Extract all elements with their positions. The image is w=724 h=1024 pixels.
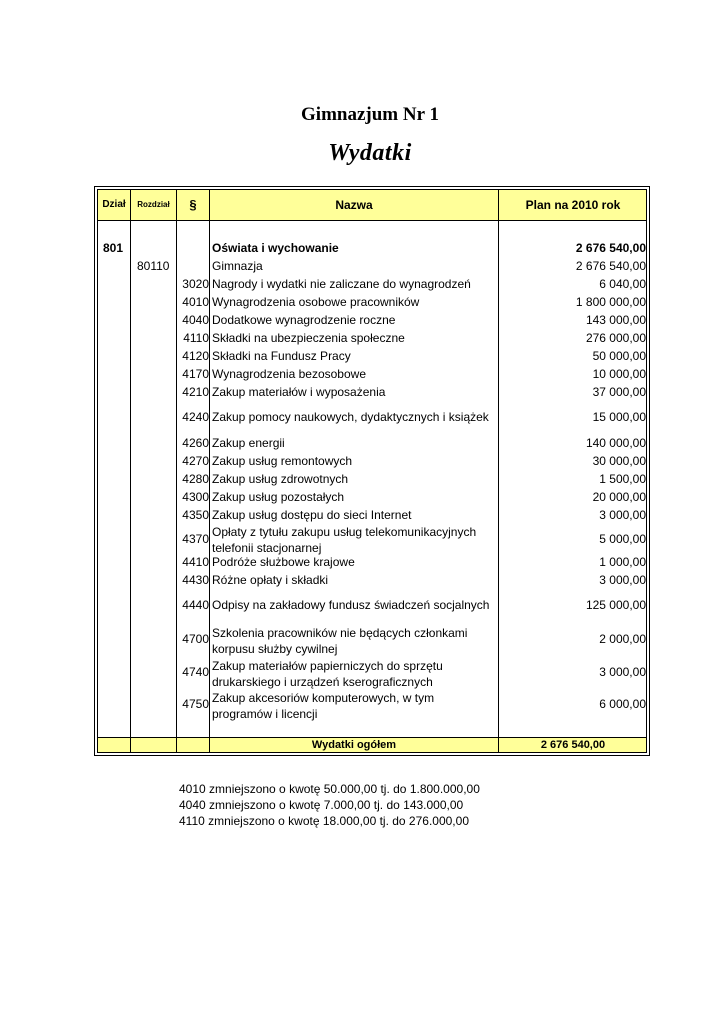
row-name: Składki na Fundusz Pracy	[212, 349, 351, 363]
row-code: 4110	[183, 331, 209, 345]
row-amount: 37 000,00	[592, 385, 646, 399]
row-name: Nagrody i wydatki nie zaliczane do wynagrodzeń	[212, 277, 471, 291]
row-code: 3020	[182, 277, 209, 291]
row-code: 4040	[182, 313, 209, 327]
row-code: 4370	[182, 532, 209, 546]
row-code: 4170	[182, 367, 209, 381]
page-title: Gimnazjum Nr 1	[301, 104, 439, 125]
total-amount: 2 676 540,00	[540, 739, 606, 751]
row-code: 4350	[182, 508, 209, 522]
row-name: Wynagrodzenia bezosobowe	[212, 367, 366, 381]
rozdzial-amount: 2 676 540,00	[575, 259, 646, 273]
row-code: 4750	[182, 697, 209, 711]
row-code: 4210	[182, 385, 209, 399]
note-line: 4110 zmniejszono o kwotę 18.000,00 tj. do 276.000,00	[179, 814, 469, 828]
row-amount: 15 000,00	[592, 410, 646, 424]
row-amount: 125 000,00	[585, 598, 646, 612]
note-line: 4040 zmniejszono o kwotę 7.000,00 tj. do 143.000,00	[179, 798, 464, 812]
row-code: 4010	[182, 295, 209, 309]
row-name: Szkolenia pracowników nie będących członkami korpusu służby cywilnej	[212, 626, 468, 656]
row-amount: 276 000,00	[585, 331, 646, 345]
row-code: 4740	[182, 665, 209, 679]
row-amount: 1 500,00	[599, 472, 646, 486]
row-amount: 5 000,00	[599, 532, 646, 546]
row-code: 4280	[182, 472, 209, 486]
row-amount: 3 000,00	[599, 665, 646, 679]
row-code: 4700	[182, 632, 209, 646]
row-name: Dodatkowe wynagrodzenie roczne	[212, 313, 396, 327]
row-amount: 143 000,00	[585, 313, 646, 327]
row-amount: 30 000,00	[592, 454, 646, 468]
row-name: Podróże służbowe krajowe	[212, 555, 355, 569]
row-name: Zakup energii	[212, 436, 285, 450]
row-amount: 3 000,00	[599, 508, 646, 522]
row-name: Składki na ubezpieczenia społeczne	[212, 331, 405, 345]
row-code: 4430	[182, 573, 209, 587]
row-name: Opłaty z tytułu zakupu usług telekomunikacyjnych telefonii stacjonarnej	[212, 525, 477, 555]
col-header-dzial: Dział	[102, 199, 126, 210]
col-divider	[130, 190, 131, 752]
col-header-paragraph: §	[189, 197, 197, 212]
row-amount: 2 000,00	[599, 632, 646, 646]
row-name: Zakup akcesoriów komputerowych, w tym programów i licencji	[212, 691, 435, 721]
section-title: Wydatki	[328, 140, 412, 166]
dzial-amount: 2 676 540,00	[575, 241, 646, 255]
row-code: 4260	[182, 436, 209, 450]
row-name: Zakup usług remontowych	[212, 454, 353, 468]
row-amount: 20 000,00	[592, 490, 646, 504]
dzial-name: Oświata i wychowanie	[212, 241, 339, 255]
row-name: Różne opłaty i składki	[212, 573, 329, 587]
row-amount: 1 800 000,00	[575, 295, 646, 309]
rozdzial-name: Gimnazja	[212, 259, 263, 273]
col-header-rozdzial: Rozdział	[137, 200, 170, 209]
row-amount: 3 000,00	[599, 573, 646, 587]
row-name: Odpisy na zakładowy fundusz świadczeń socjalnych	[212, 598, 490, 612]
col-divider	[209, 190, 210, 752]
row-amount: 140 000,00	[585, 436, 646, 450]
row-name: Zakup usług pozostałych	[212, 490, 345, 504]
row-amount: 6 000,00	[599, 697, 646, 711]
budget-table-frame	[94, 186, 650, 756]
dzial-code: 801	[103, 241, 124, 255]
row-name: Zakup usług dostępu do sieci Internet	[212, 508, 412, 522]
budget-table	[97, 189, 647, 753]
row-amount: 6 040,00	[599, 277, 646, 291]
row-name: Wynagrodzenia osobowe pracowników	[212, 295, 420, 309]
row-amount: 50 000,00	[592, 349, 646, 363]
row-amount: 10 000,00	[592, 367, 646, 381]
row-code: 4440	[182, 598, 209, 612]
rozdzial-code: 80110	[137, 259, 170, 273]
row-amount: 1 000,00	[599, 555, 646, 569]
row-code: 4300	[182, 490, 209, 504]
col-header-nazwa: Nazwa	[335, 198, 373, 212]
col-header-plan: Plan na 2010 rok	[525, 198, 621, 212]
row-code: 4270	[182, 454, 209, 468]
row-name: Zakup pomocy naukowych, dydaktycznych i książek	[212, 410, 489, 424]
row-code: 4410	[182, 555, 209, 569]
row-code: 4240	[182, 410, 209, 424]
row-name: Zakup usług zdrowotnych	[212, 472, 349, 486]
row-code: 4120	[182, 349, 209, 363]
note-line: 4010 zmniejszono o kwotę 50.000,00 tj. do 1.800.000,00	[179, 782, 480, 796]
row-name: Zakup materiałów i wyposażenia	[212, 385, 386, 399]
total-label: Wydatki ogółem	[311, 739, 397, 751]
row-name: Zakup materiałów papierniczych do sprzętu drukarskiego i urządzeń kserograficznych	[212, 659, 443, 689]
